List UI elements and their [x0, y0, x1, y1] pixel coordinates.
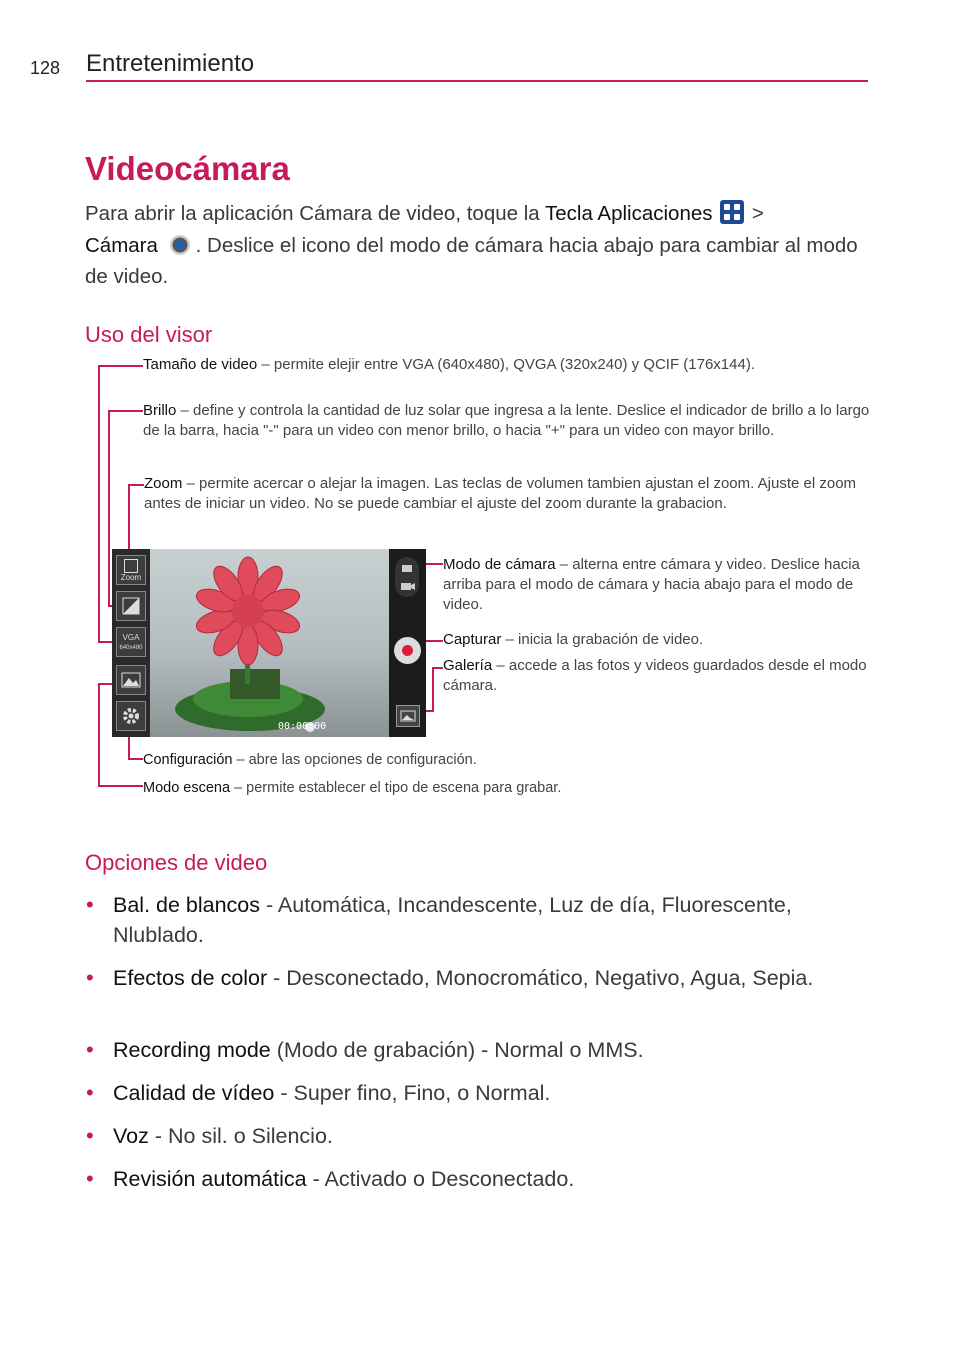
- brightness-icon: [121, 596, 141, 616]
- option-desc: - Desconectado, Monocromático, Negativo, Agua, Sepia.: [267, 966, 814, 990]
- option-desc: - Automática, Incandescente, Luz de día, Fluorescente, Nlublado.: [113, 893, 792, 947]
- bullet-icon: •: [86, 1123, 94, 1148]
- video-size-resolution: 640x480: [119, 645, 143, 651]
- note-settings: [143, 750, 843, 770]
- apps-key-label: Tecla Aplicaciones: [545, 202, 713, 225]
- header-rule: [86, 80, 868, 82]
- note-term: Configuración: [143, 752, 233, 768]
- option-term: Calidad de vídeo: [113, 1081, 275, 1105]
- intro-paragraph: [85, 198, 865, 293]
- note-zoom: [144, 474, 866, 514]
- option-item-voice: [86, 1121, 866, 1151]
- left-control-bar: [112, 549, 150, 737]
- option-term: Bal. de blancos: [113, 893, 261, 917]
- option-item-color-effects: [86, 963, 866, 993]
- zoom-button-label: Zoom: [120, 573, 142, 582]
- callout-line: [108, 410, 110, 607]
- note-desc: – abre las opciones de configuración.: [232, 752, 477, 768]
- bullet-icon: •: [86, 892, 94, 917]
- camera-key-label: Cámara: [85, 233, 158, 257]
- callout-line: [432, 667, 434, 712]
- callout-line: [98, 785, 143, 787]
- gear-icon: [121, 706, 141, 726]
- note-term: Brillo: [143, 402, 177, 419]
- option-term: Voz: [113, 1124, 149, 1148]
- option-desc: - Super fino, Fino, o Normal.: [274, 1081, 551, 1105]
- option-term: Efectos de color: [113, 966, 268, 990]
- callout-line: [128, 484, 130, 552]
- note-capture: [443, 630, 873, 650]
- option-term: Recording mode: [113, 1038, 271, 1062]
- intro-text-3: . Deslice el icono del modo de cámara hacia abajo para cambiar al modo de video.: [85, 233, 858, 288]
- scene-mode-button[interactable]: [116, 665, 146, 695]
- callout-line: [98, 365, 143, 367]
- note-term: Capturar: [443, 631, 502, 648]
- apps-grid-icon: [720, 200, 744, 224]
- zoom-button[interactable]: [116, 555, 146, 585]
- callout-line: [128, 758, 143, 760]
- note-gallery: [443, 656, 875, 696]
- viewfinder-scene: [150, 549, 389, 737]
- note-term: Modo de cámara: [443, 556, 556, 573]
- bullet-icon: •: [86, 1037, 94, 1062]
- note-camera-mode: [443, 555, 863, 615]
- option-desc: - Activado o Desconectado.: [306, 1167, 575, 1191]
- note-scene-mode: [143, 778, 843, 798]
- note-desc: – alterna entre cámara y video. Deslice hacia arriba para el modo de cámara y hacia abajo para el modo de video.: [443, 556, 860, 613]
- note-desc: – inicia la grabación de video.: [501, 631, 704, 648]
- gallery-icon: [397, 706, 419, 726]
- page-title: Videocámara: [85, 150, 290, 187]
- camera-viewfinder-screenshot: [112, 549, 426, 737]
- note-video-size: [143, 355, 873, 375]
- option-desc: (Modo de grabación) - Normal o MMS.: [270, 1038, 644, 1062]
- note-desc: – accede a las fotos y videos guardados desde el modo cámara.: [443, 657, 867, 694]
- note-desc: – permite establecer el tipo de escena para grabar.: [230, 780, 562, 796]
- option-term: Revisión automática: [113, 1167, 307, 1191]
- callout-line: [128, 484, 144, 486]
- visor-heading: Uso del visor: [85, 322, 213, 347]
- note-desc: – permite acercar o alejar la imagen. Las teclas de volumen tambien ajustan el zoom. Ajuste el zoom antes de iniciar un video. No se puede cambiar el ajuste del zoom durante la grabacion.: [144, 475, 857, 512]
- callout-line: [98, 365, 100, 643]
- camera-mode-switch[interactable]: [395, 557, 419, 597]
- settings-button[interactable]: [116, 701, 146, 731]
- intro-text-1: Para abrir la aplicación Cámara de video, toque la: [85, 202, 545, 225]
- note-term: Galería: [443, 657, 493, 674]
- option-item-video-quality: [86, 1078, 866, 1108]
- note-desc: – define y controla la cantidad de luz solar que ingresa a la lente. Deslice el indicador de brillo a lo largo de la barra, hacia "-" para un video con menor brillo, o hacia "+" para un video con mayor brillo.: [143, 402, 870, 439]
- page-number: 128: [30, 58, 61, 78]
- callout-line: [98, 683, 100, 787]
- recording-timer: 00:00:00: [278, 721, 327, 732]
- options-heading: Opciones de video: [85, 850, 268, 875]
- video-size-label: VGA: [122, 633, 140, 642]
- right-control-bar: [389, 549, 426, 737]
- bullet-icon: •: [86, 1166, 94, 1191]
- note-term: Zoom: [144, 475, 183, 492]
- note-term: Modo escena: [143, 780, 231, 796]
- record-icon: [402, 645, 413, 656]
- intro-text-2: >: [746, 202, 764, 225]
- bullet-icon: •: [86, 965, 94, 990]
- note-brightness: [143, 401, 873, 441]
- video-size-button[interactable]: [116, 627, 146, 657]
- option-desc: - No sil. o Silencio.: [148, 1124, 333, 1148]
- camera-mode-icon: [395, 557, 419, 597]
- note-term: Tamaño de video: [143, 356, 258, 373]
- callout-line: [108, 410, 143, 412]
- record-button[interactable]: [394, 637, 421, 664]
- note-desc: – permite elejir entre VGA (640x480), QVGA (320x240) y QCIF (176x144).: [257, 356, 755, 373]
- option-item-recording-mode: [86, 1035, 866, 1065]
- flower-toy-image: [150, 549, 389, 737]
- landscape-icon: [121, 672, 141, 688]
- gallery-button[interactable]: [396, 705, 420, 727]
- brightness-button[interactable]: [116, 591, 146, 621]
- camera-app-icon: [170, 235, 190, 255]
- option-item-white-balance: [86, 890, 866, 950]
- section-title: Entretenimiento: [86, 50, 255, 77]
- option-item-auto-review: [86, 1164, 866, 1194]
- bullet-icon: •: [86, 1080, 94, 1105]
